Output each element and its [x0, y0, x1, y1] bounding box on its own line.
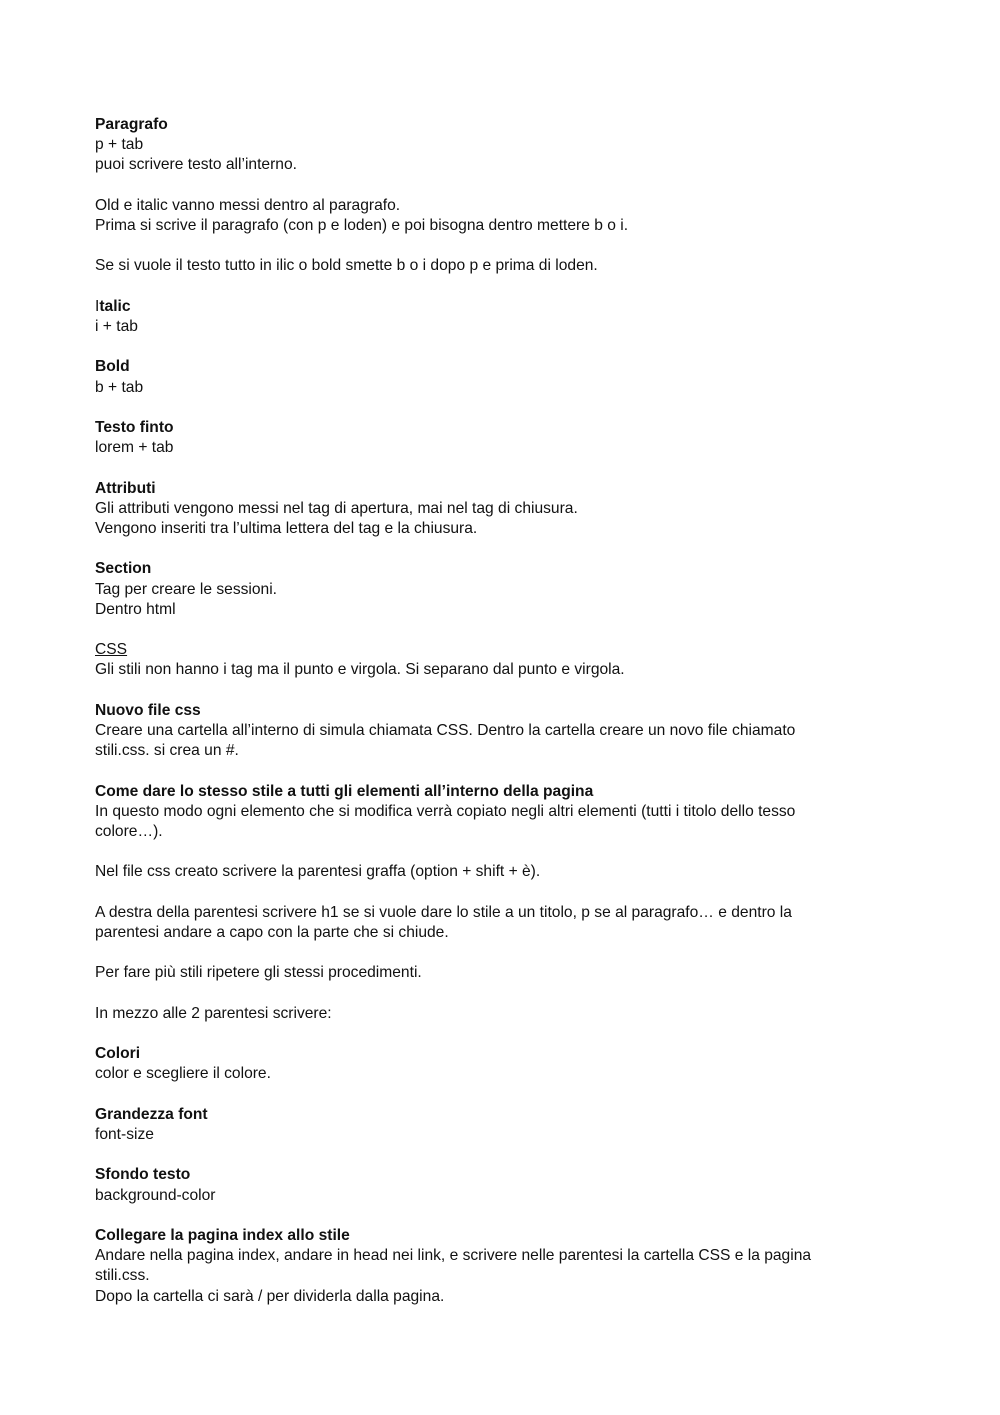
section-parentesi-graffa — [95, 862, 895, 882]
section-in-mezzo — [95, 1004, 895, 1024]
text-line: A destra della parentesi scrivere h1 se si vuole dare lo stile a un titolo, p se al paragrafo… e dentro la — [95, 903, 792, 921]
text-line: Se si vuole il testo tutto in ilic o bold smette b o i dopo p e prima di loden. — [95, 257, 598, 275]
text-line: Dentro html — [95, 600, 176, 618]
text-line: Per fare più stili ripetere gli stessi procedimenti. — [95, 964, 422, 982]
heading-first-letter: I — [95, 297, 100, 315]
text-line: lorem + tab — [95, 439, 174, 457]
section-heading: Paragrafo — [95, 116, 168, 133]
text-line: puoi scrivere testo all’interno. — [95, 156, 297, 174]
section-heading: Nuovo file css — [95, 701, 201, 719]
text-line: color e scegliere il colore. — [95, 1065, 271, 1083]
section-heading: Bold — [95, 358, 130, 376]
section-sfondo-testo — [95, 1165, 895, 1205]
section-heading: CSS — [95, 641, 128, 659]
section-heading: Come dare lo stesso stile a tutti gli elementi all’interno della pagina — [95, 782, 594, 800]
section-grandezza-font — [95, 1105, 895, 1145]
section-destra-parentesi — [95, 903, 895, 943]
text-line: p + tab — [95, 136, 144, 154]
section-old-italic — [95, 196, 895, 236]
section-heading: Grandezza font — [95, 1105, 208, 1123]
text-line: Gli stili non hanno i tag ma il punto e virgola. Si separano dal punto e virgola. — [95, 661, 625, 679]
section-bold — [95, 357, 895, 397]
text-line: Vengono inseriti tra l’ultima lettera del tag e la chiusura. — [95, 519, 478, 537]
text-line: Andare nella pagina index, andare in head nei link, e scrivere nelle parentesi la cartella CSS e la pagina — [95, 1247, 812, 1265]
text-line: Nel file css creato scrivere la parentesi graffa (option + shift + è). — [95, 863, 541, 881]
section-section — [95, 559, 895, 620]
heading-rest: talic — [99, 297, 131, 315]
text-line: Gli attributi vengono messi nel tag di apertura, mai nel tag di chiusura. — [95, 499, 578, 517]
text-line: Prima si scrive il paragrafo (con p e loden) e poi bisogna dentro mettere b o i. — [95, 217, 629, 234]
section-heading: Testo finto — [95, 418, 174, 436]
section-nuovo-file-css — [95, 701, 895, 762]
section-piu-stili — [95, 963, 895, 983]
section-heading: Attributi — [95, 479, 156, 497]
document-page — [95, 115, 895, 1327]
section-heading: Colori — [95, 1045, 141, 1063]
section-colori — [95, 1044, 895, 1084]
section-testo-finto — [95, 418, 895, 458]
text-line: stili.css. si crea un #. — [95, 742, 239, 760]
text-line: Dopo la cartella ci sarà / per dividerla dalla pagina. — [95, 1287, 445, 1305]
text-line: i + tab — [95, 317, 138, 335]
text-line: stili.css. — [95, 1267, 150, 1285]
text-line: colore…). — [95, 822, 163, 840]
section-collegare — [95, 1226, 895, 1307]
text-line: In questo modo ogni elemento che si modifica verrà copiato negli altri elementi (tutti i titolo dello tesso — [95, 802, 796, 820]
section-testo-tutto — [95, 256, 895, 276]
text-line: background-color — [95, 1186, 216, 1204]
section-heading: Section — [95, 560, 152, 578]
text-line: parentesi andare a capo con la parte che si chiude. — [95, 923, 449, 941]
section-attributi — [95, 479, 895, 540]
text-line: Old e italic vanno messi dentro al paragrafo. — [95, 196, 401, 214]
text-line: Creare una cartella all’interno di simula chiamata CSS. Dentro la cartella creare un novo file chiamato — [95, 721, 796, 739]
section-stesso-stile — [95, 782, 895, 843]
section-heading: Collegare la pagina index allo stile — [95, 1226, 350, 1244]
section-heading — [95, 297, 895, 317]
text-line: font-size — [95, 1125, 154, 1143]
text-line: b + tab — [95, 378, 144, 396]
text-line: Tag per creare le sessioni. — [95, 580, 278, 598]
section-paragrafo — [95, 115, 895, 176]
section-heading: Sfondo testo — [95, 1166, 191, 1184]
section-italic — [95, 297, 895, 337]
text-line: In mezzo alle 2 parentesi scrivere: — [95, 1004, 332, 1022]
section-css — [95, 640, 895, 680]
